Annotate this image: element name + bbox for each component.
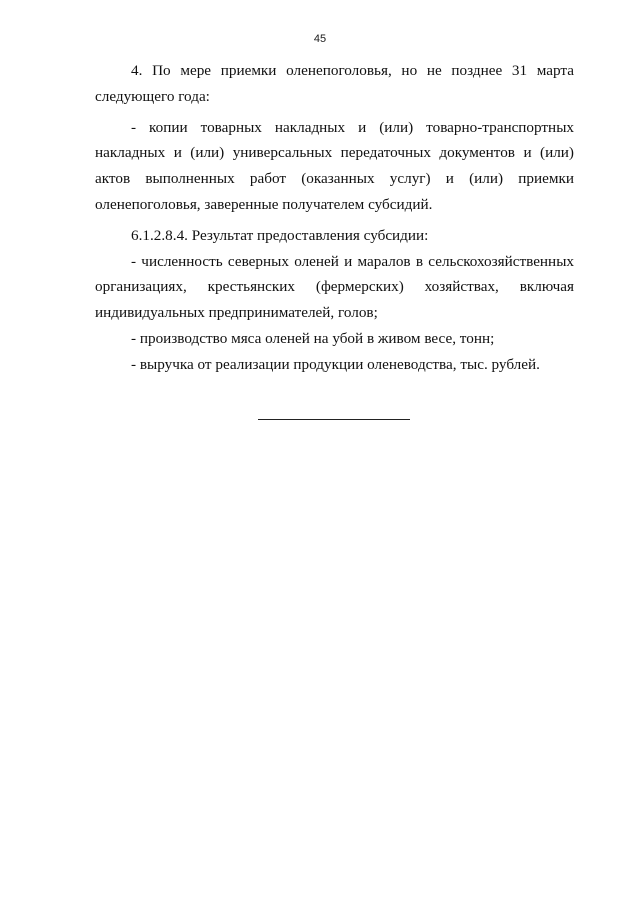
paragraph-subsidy-result-heading: 6.1.2.8.4. Результат предоставления субсидии: (131, 226, 429, 244)
paragraph-deadline: 4. По мере приемки оленепоголовья, но не позднее 31 марта следующего года: (95, 62, 574, 105)
page-number: 45 (313, 33, 327, 45)
end-separator-line (258, 419, 410, 420)
paragraph-revenue: - выручка от реализации продукции оленеводства, тыс. рублей. (131, 355, 540, 373)
paragraph-reindeer-count: - численность северных оленей и маралов в сельскохозяйственных организациях, крестьянских (фермерских) хозяйствах, включая индивидуальных предпринимателей, голов; (95, 252, 574, 322)
paragraph-meat-production: - производство мяса оленей на убой в живом весе, тонн; (131, 329, 495, 347)
document-body (95, 58, 574, 378)
paragraph-documents-list: - копии товарных накладных и (или) товарно-транспортных накладных и (или) универсальных передаточных документов и (или) актов выполненных работ (оказанных услуг) и (или) приемки оленепоголовья, заверенные получателем субсидий. (95, 118, 574, 213)
